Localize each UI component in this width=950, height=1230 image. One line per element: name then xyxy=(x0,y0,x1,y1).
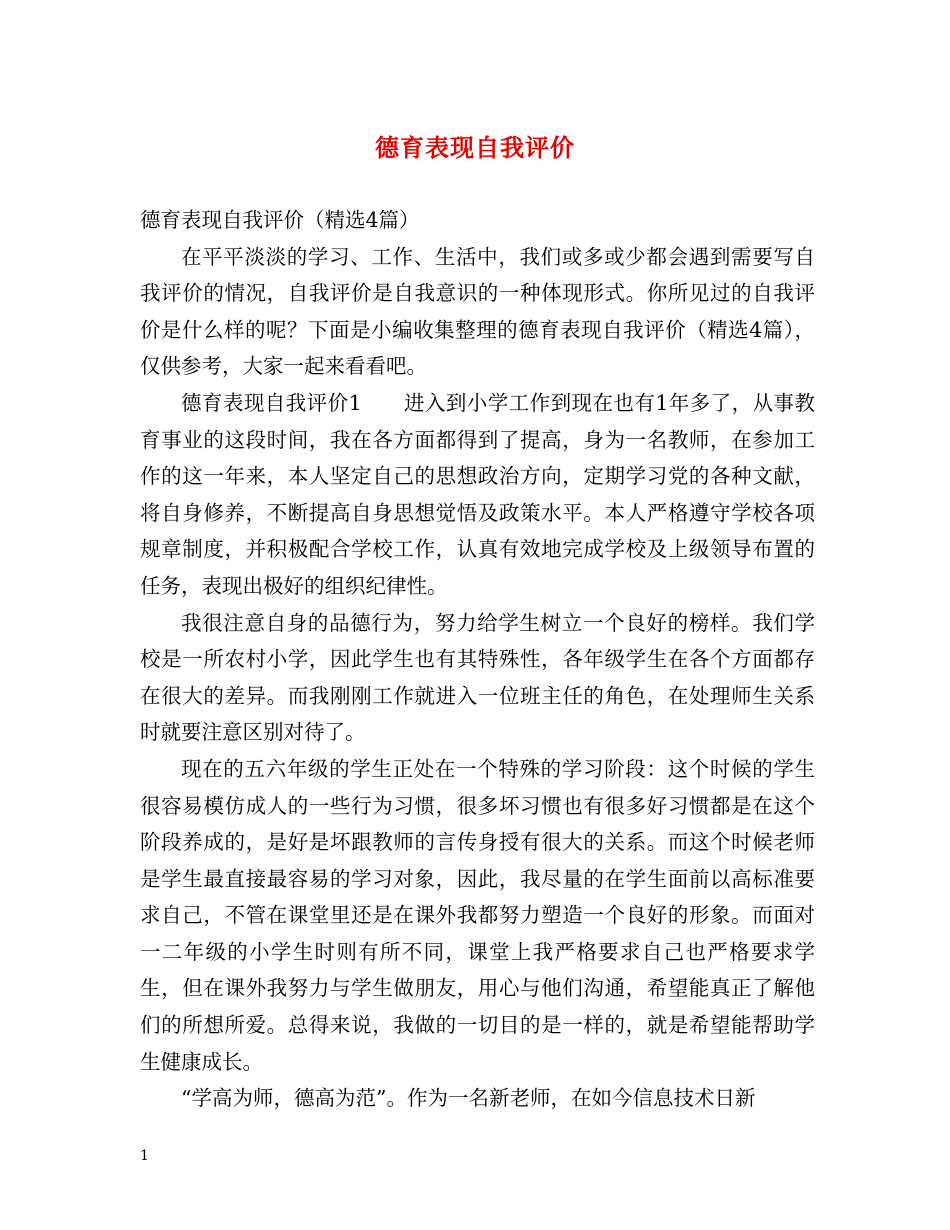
paragraph-evaluation-1: 德育表现自我评价1 进入到小学工作到现在也有1年多了，从事教育事业的这段时间，我在各方面都得到了提高，身为一名教师，在参加工作的这一年来，本人坚定自己的思想政治方向，定期学习党的各种文献，将自身修养，不断提高自身思想觉悟及政策水平。本人严格遵守学校各项规章制度，并积极配合学校工作，认真有效地完成学校及上级领导布置的任务，表现出极好的组织纪律性。 xyxy=(140,390,815,598)
paragraph-intro: 在平平淡淡的学习、工作、生活中，我们或多或少都会遇到需要写自我评价的情况，自我评价是自我意识的一种体现形式。你所见过的自我评价是什么样的呢？下面是小编收集整理的德育表现自我评价（精选4篇），仅供参考，大家一起来看看吧。 xyxy=(140,244,815,379)
document-title: 德育表现自我评价 xyxy=(375,133,575,162)
paragraph-moral-conduct: 我很注意自身的品德行为，努力给学生树立一个良好的榜样。我们学校是一所农村小学，因此学生也有其特殊性，各年级学生在各个方面都存在很大的差异。而我刚刚工作就进入一位班主任的角色，在处理师生关系时就要注意区别对待了。 xyxy=(140,610,815,745)
paragraph-teacher-motto: “学高为师，德高为范”。作为一名新老师，在如今信息技术日新 xyxy=(181,1086,756,1111)
paragraph-students-stage: 现在的五六年级的学生正处在一个特殊的学习阶段：这个时候的学生很容易模仿成人的一些行为习惯，很多坏习惯也有很多好习惯都是在这个阶段养成的，是好是坏跟教师的言传身授有很大的关系。而这个时候老师是学生最直接最容易的学习对象，因此，我尽量的在学生面前以高标准要求自己，不管在课堂里还是在课外我都努力塑造一个良好的形象。而面对一二年级的小学生时则有所不同，课堂上我严格要求自己也严格要求学生，但在课外我努力与学生做朋友，用心与他们沟通，希望能真正了解他们的所想所爱。总得来说，我做的一切目的是一样的，就是希望能帮助学生健康成长。 xyxy=(140,756,815,1074)
document-body xyxy=(140,202,815,1117)
document-subtitle: 德育表现自我评价（精选4篇） xyxy=(140,208,420,232)
page-number: 1 xyxy=(140,1148,149,1164)
